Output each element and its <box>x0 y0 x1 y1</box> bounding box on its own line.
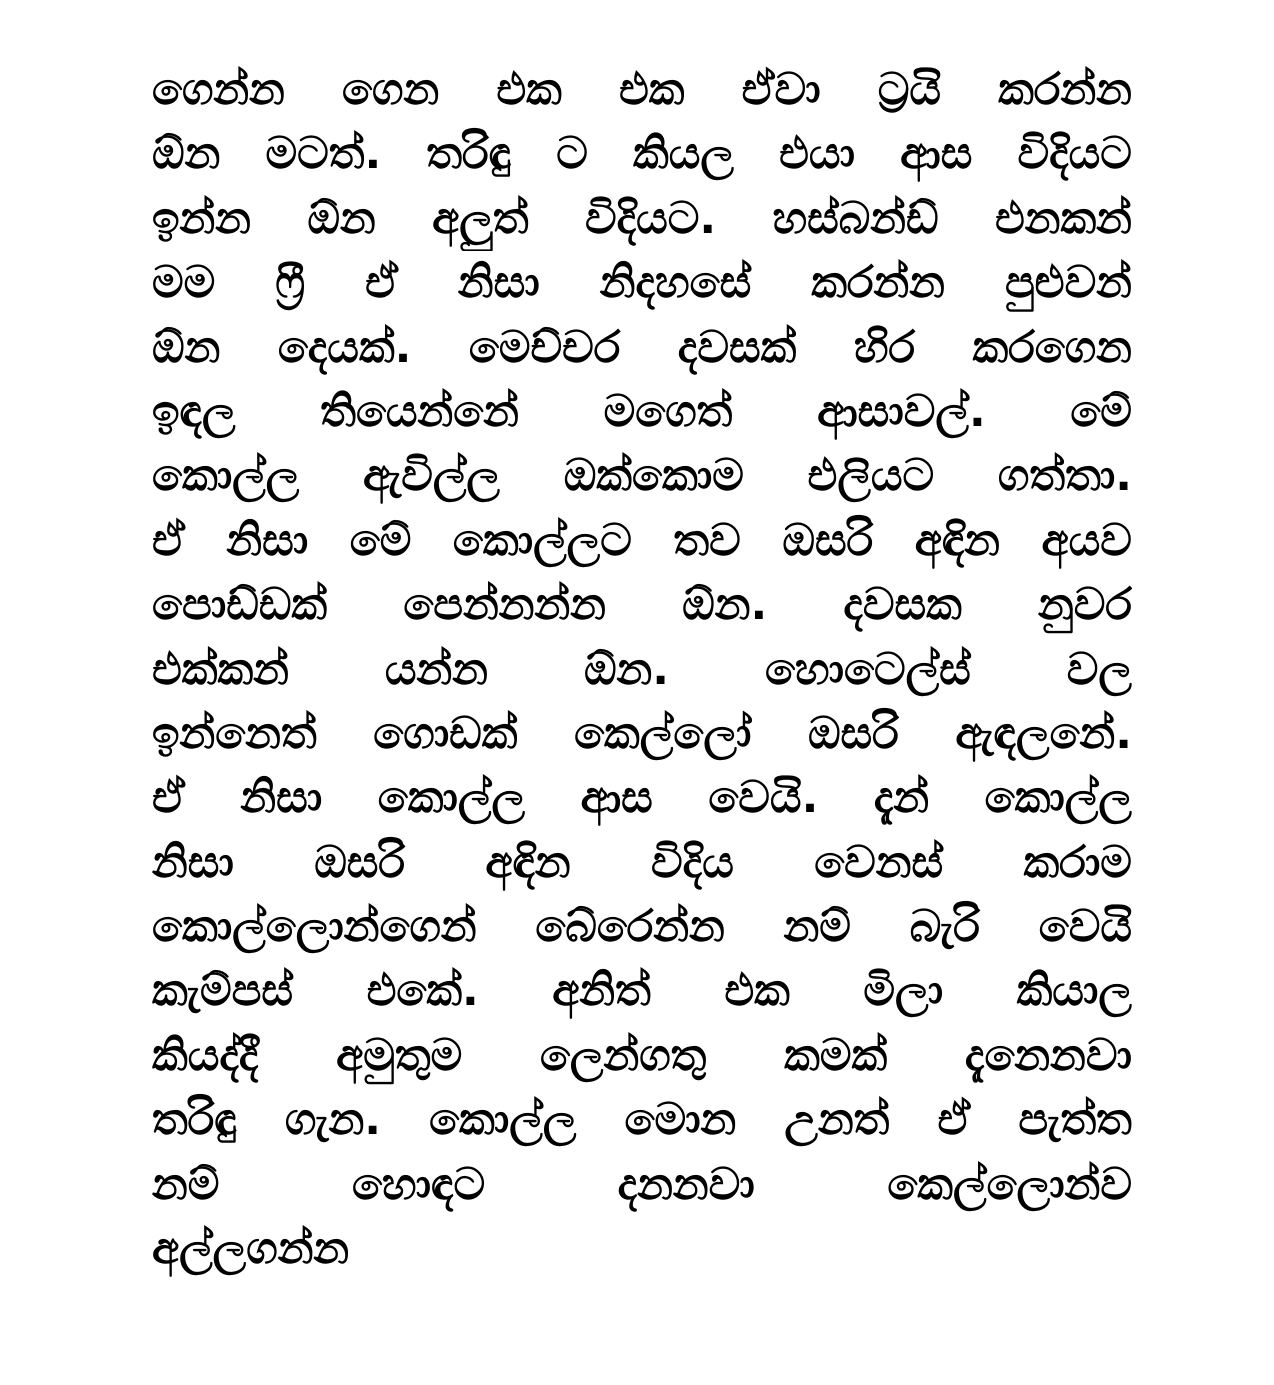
word: කොල්ල <box>984 772 1132 824</box>
word: නිසා <box>152 836 234 888</box>
text-line <box>152 444 1132 508</box>
word: ගත්තා. <box>997 450 1132 502</box>
word: දවසක් <box>677 321 797 373</box>
word: විදියට <box>1017 128 1132 180</box>
word: මෙච්චර <box>468 321 621 373</box>
word: ඔසරි <box>807 707 899 759</box>
text-line <box>152 251 1132 315</box>
word: නිදහසේ <box>599 257 752 309</box>
word: දනනවා <box>617 1158 755 1210</box>
word: විදිය <box>651 836 734 888</box>
word: ට <box>556 128 588 180</box>
text-line <box>152 122 1132 186</box>
text-line <box>152 831 1132 895</box>
word: අයව <box>1041 514 1132 566</box>
body-text <box>152 58 1132 1281</box>
text-line <box>152 573 1132 637</box>
word: මේ <box>1070 385 1132 437</box>
word: එකේ. <box>366 965 479 1017</box>
word: කරාම <box>1023 836 1132 888</box>
word: වෙයි. <box>708 772 819 824</box>
word: ඇඳලනේ. <box>955 707 1132 759</box>
word: ආසාවල්. <box>817 385 986 437</box>
word: කියද්දී <box>152 1029 259 1081</box>
word: ඉඳල <box>152 385 236 437</box>
word: ඕන <box>152 321 221 373</box>
word: ඕන <box>307 192 376 244</box>
word: එයා <box>779 128 855 180</box>
word: තව <box>673 514 741 566</box>
word: ෆ්‍රී <box>275 257 306 309</box>
word: මගෙත් <box>603 385 733 437</box>
word: ඕන. <box>682 579 768 631</box>
word: ඒ <box>152 514 185 566</box>
word: දැන් <box>873 772 930 824</box>
word: ඇවිල්ල <box>363 450 500 502</box>
word: ඉන්නෙත් <box>152 707 317 759</box>
word: කොල්ල <box>377 772 526 824</box>
word: ආස <box>900 128 973 180</box>
text-line <box>152 638 1132 702</box>
word: අඳින <box>914 514 1000 566</box>
word: ඕන <box>152 128 221 180</box>
word: පොඩ්ඩක් <box>152 579 328 631</box>
word: ඉන්න <box>152 192 251 244</box>
word: කොල්ලොන්ගෙන් <box>152 901 477 953</box>
word: කෙල්ලොන්ව <box>887 1158 1132 1210</box>
word: කරන්න <box>998 64 1132 115</box>
word: දෙයක්. <box>277 321 412 373</box>
word: දවසක <box>843 579 962 631</box>
word: විදියට. <box>584 192 717 244</box>
word: අලුත් <box>432 192 529 244</box>
word: ඔසරි <box>314 836 406 888</box>
word: කොල්ලට <box>452 514 632 566</box>
word: බැරි <box>909 901 980 953</box>
word: ලෙන්ගතු <box>539 1029 707 1081</box>
text-line <box>152 380 1132 444</box>
word: ගොඩක් <box>373 707 518 759</box>
word: අඳින <box>485 836 571 888</box>
word: එනකන් <box>995 192 1132 244</box>
word: ගැන. <box>284 1094 382 1146</box>
word: හස්බන්ඩ් <box>772 192 939 244</box>
word: ඔක්කොම <box>563 450 744 502</box>
text-line <box>152 187 1132 251</box>
word: කොල්ල <box>152 450 300 502</box>
word: ඒ <box>937 1094 971 1146</box>
word: කෙල්ලෝ <box>574 707 752 759</box>
word: නිසා <box>226 514 309 566</box>
text-line <box>152 1088 1132 1152</box>
word: මේ <box>349 514 412 566</box>
word: කරගෙන <box>972 321 1132 373</box>
word: නිසා <box>457 257 540 309</box>
text-line <box>152 766 1132 830</box>
text-line <box>152 959 1132 1023</box>
word: ගෙන්න <box>152 64 285 115</box>
word: මිලා <box>863 965 944 1017</box>
text-line <box>152 509 1132 573</box>
word: ඕන. <box>583 643 669 695</box>
word: හොටෙල්ස් <box>764 643 971 695</box>
word: පැත්ත <box>1018 1094 1132 1146</box>
word: හිර <box>853 321 916 373</box>
word: උනත් <box>784 1094 890 1146</box>
text-line <box>152 1153 1132 1217</box>
word: ඒවා <box>741 64 821 115</box>
word: මටත්. <box>265 128 382 180</box>
word: වෙයි <box>1038 901 1132 953</box>
word: මම <box>152 257 216 309</box>
word: පෙන්නන්න <box>403 579 606 631</box>
word: නිසා <box>240 772 323 824</box>
word: මොන <box>624 1094 737 1146</box>
word: කරන්න <box>811 257 946 309</box>
text-line <box>152 316 1132 380</box>
word: ට්‍රයි <box>877 64 942 115</box>
word: වෙනස් <box>814 836 944 888</box>
word: පුළුවන් <box>1005 257 1132 309</box>
word: කමක් <box>784 1029 888 1081</box>
word: බේරෙන්න <box>535 901 725 953</box>
text-line <box>152 1024 1132 1088</box>
word: එක <box>496 64 562 115</box>
word: ආස <box>580 772 653 824</box>
word: නුවර <box>1038 579 1132 631</box>
word: එක <box>724 965 790 1017</box>
word: තරිඳු <box>152 1094 237 1146</box>
word: කියාල <box>1016 965 1132 1017</box>
text-line <box>152 1217 1132 1281</box>
word: අල්ලගන්න <box>152 1223 350 1275</box>
text-line <box>152 895 1132 959</box>
word: ඔසරි <box>782 514 874 566</box>
word: නම් <box>152 1158 220 1210</box>
word: එක <box>619 64 685 115</box>
word: වල <box>1066 643 1132 695</box>
word: ඒ <box>365 257 398 309</box>
word: තියෙන්නේ <box>320 385 519 437</box>
word: යන්න <box>384 643 489 695</box>
word: එලියට <box>807 450 935 502</box>
word: ඒ <box>152 772 185 824</box>
word: එක්කන් <box>152 643 289 695</box>
word: නම් <box>783 901 851 953</box>
word: අමුතුම <box>336 1029 463 1081</box>
word: අනිත් <box>552 965 651 1017</box>
word: කියල <box>633 128 734 180</box>
word: දැනෙනවා <box>964 1029 1132 1081</box>
word: ගෙන <box>342 64 440 115</box>
text-line <box>152 58 1132 122</box>
word: කොල්ල <box>429 1094 577 1146</box>
word: හොඳට <box>351 1158 486 1210</box>
text-line <box>152 702 1132 766</box>
word: කැම්පස් <box>152 965 294 1017</box>
word: තරිඳු <box>426 128 512 180</box>
